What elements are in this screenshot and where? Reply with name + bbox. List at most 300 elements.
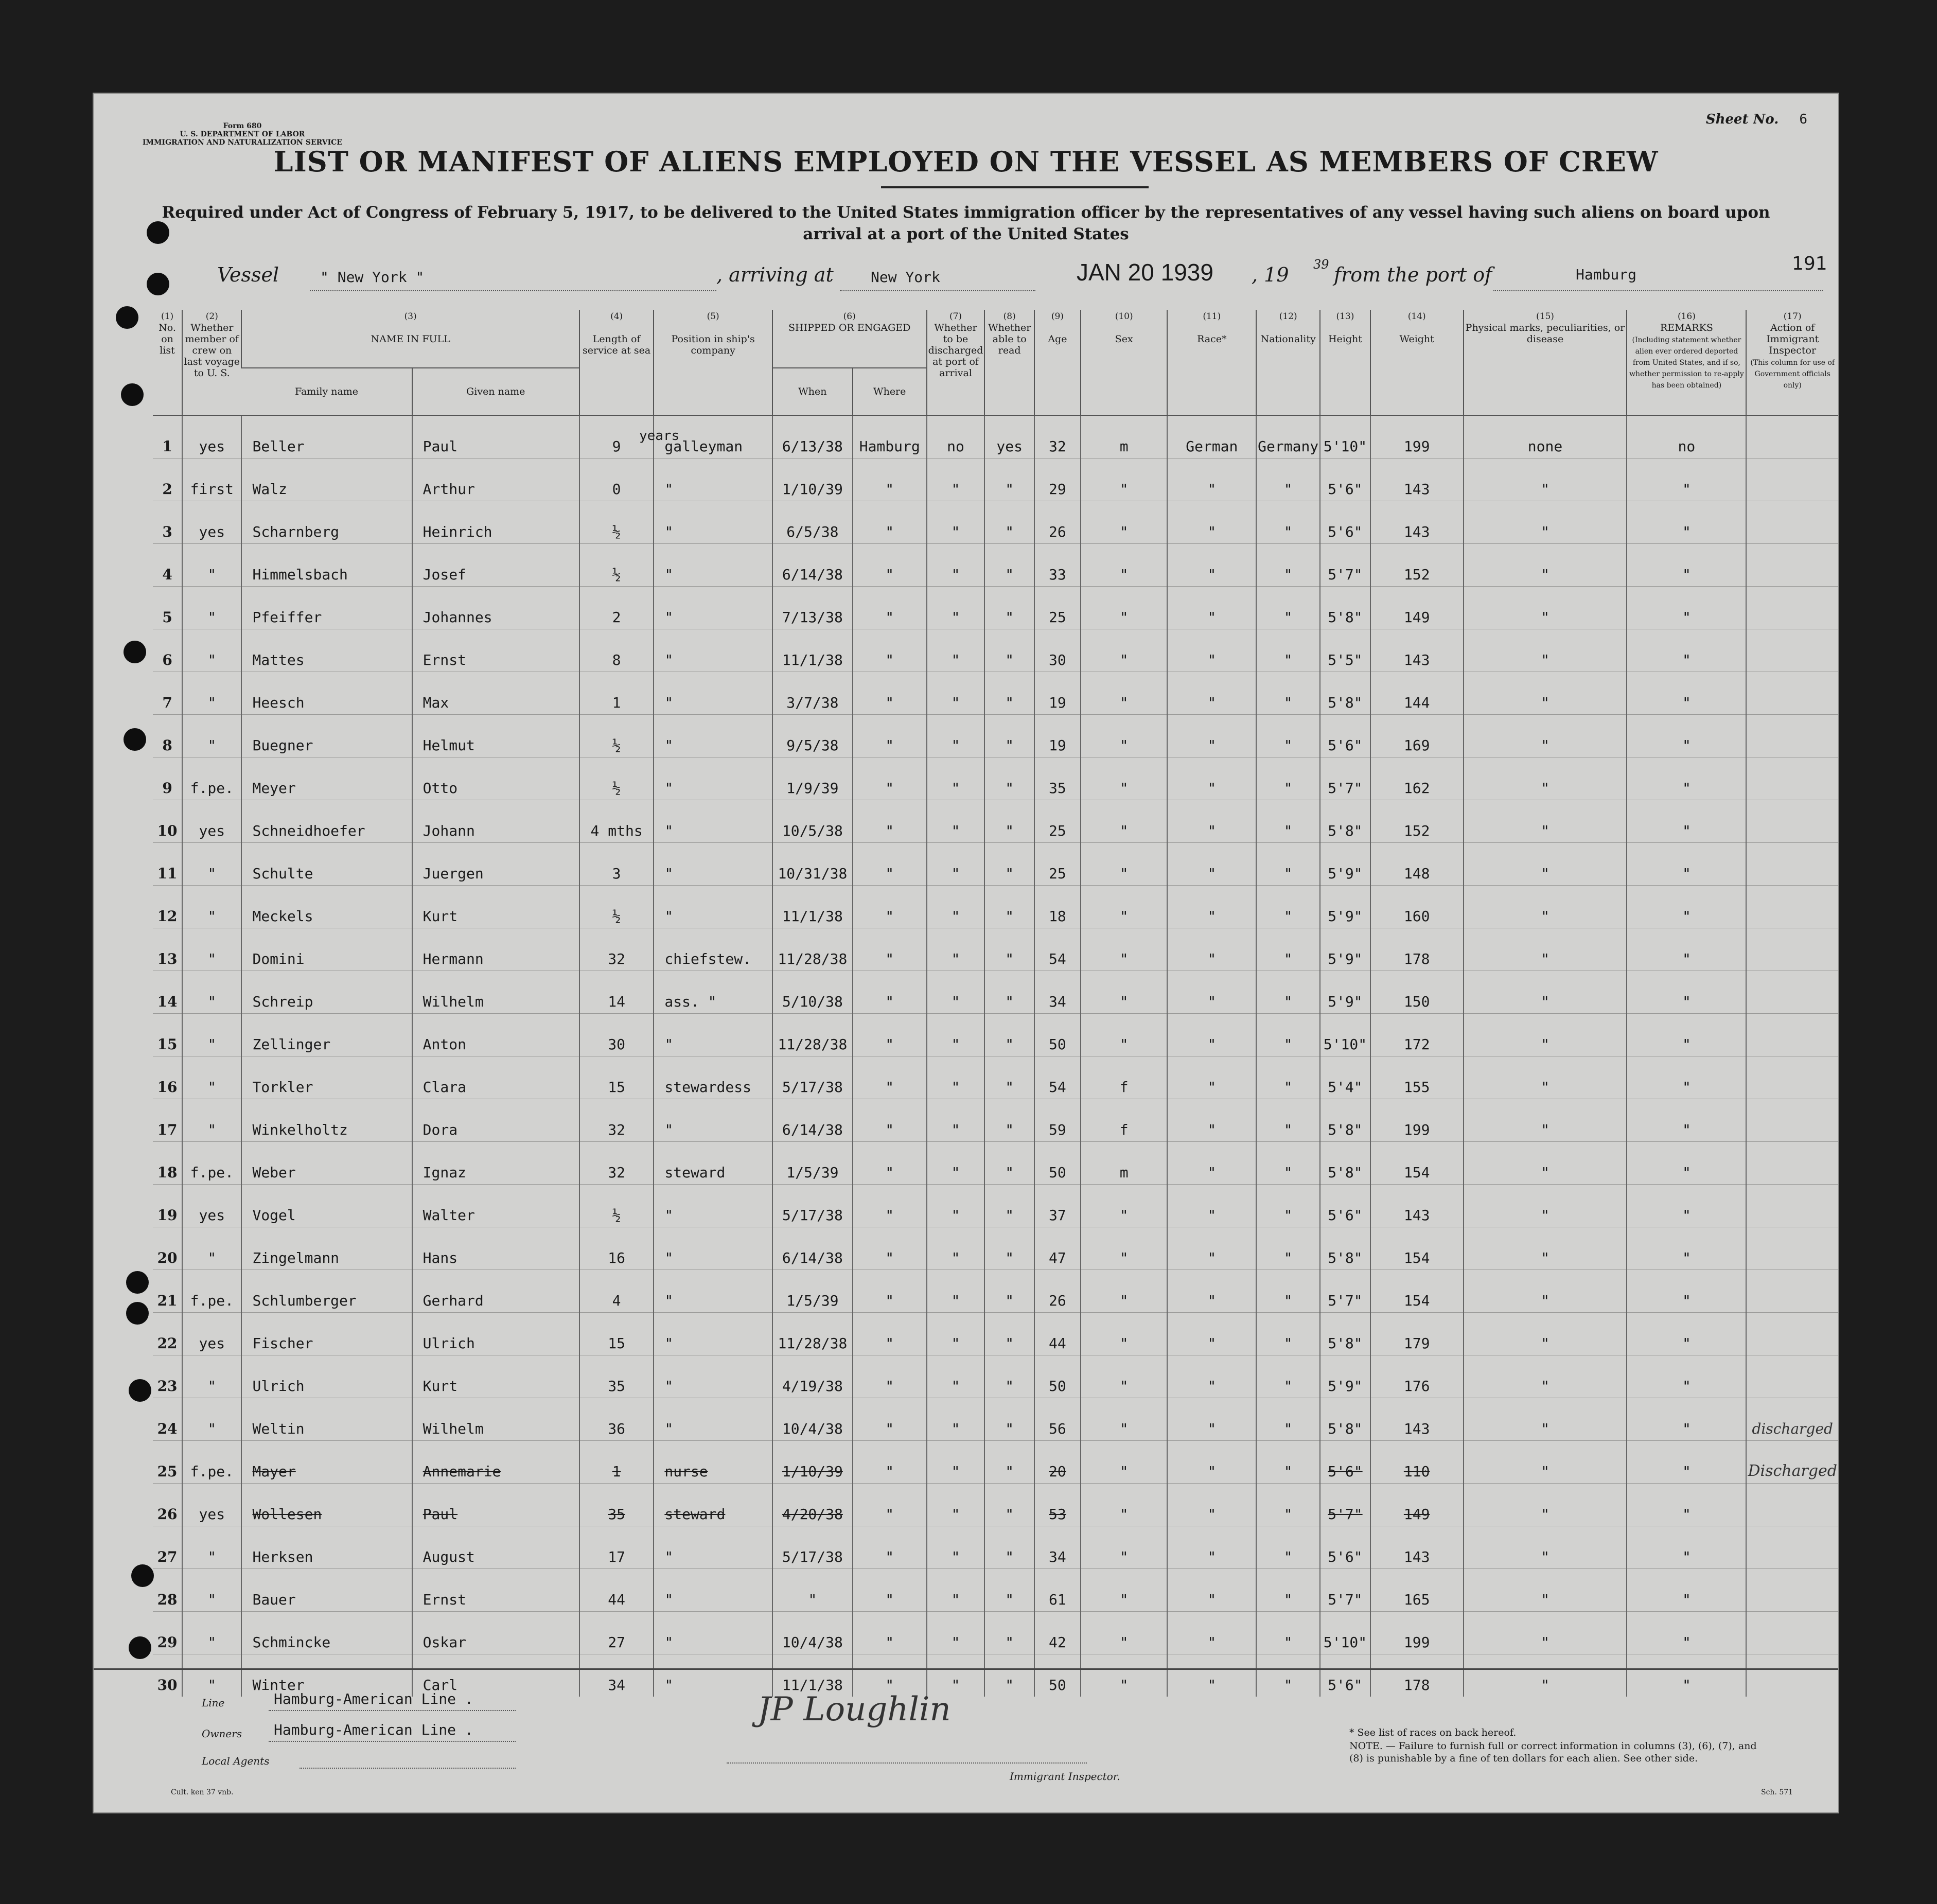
race: " [1167,715,1256,757]
remarks: " [1627,1185,1746,1227]
race: " [1167,1612,1256,1654]
row-number: 27 [153,1526,182,1569]
shipped-when: 1/5/39 [772,1142,853,1185]
age: 37 [1034,1185,1081,1227]
inspector-action [1746,757,1838,800]
race: " [1167,544,1256,587]
table-row [153,587,1838,629]
table-row [153,501,1838,544]
last-voyage: yes [182,1185,241,1227]
shipped-when: 1/9/39 [772,757,853,800]
row-number: 2 [153,459,182,501]
able-to-read: " [984,715,1034,757]
family-name: Weltin [241,1398,412,1441]
weight: 165 [1370,1569,1464,1612]
sex: " [1081,886,1168,928]
sex: " [1081,1355,1168,1398]
height: 5'8" [1320,800,1370,843]
length-of-service: ½ [579,886,654,928]
nationality: Germany [1256,415,1320,459]
length-of-service: ½ [579,544,654,587]
table-header [153,310,1838,415]
given-name: Paul [412,415,579,459]
to-be-discharged: " [927,1355,985,1398]
row-number: 11 [153,843,182,886]
height: 5'9" [1320,928,1370,971]
weight: 154 [1370,1270,1464,1313]
height: 5'7" [1320,757,1370,800]
height: 5'6" [1320,715,1370,757]
weight: 152 [1370,544,1464,587]
last-voyage: yes [182,800,241,843]
age: 19 [1034,672,1081,715]
position: " [654,886,772,928]
sex: " [1081,1185,1168,1227]
table-row [153,1142,1838,1185]
nationality: " [1256,501,1320,544]
length-of-service: 32 [579,1099,654,1142]
able-to-read: " [984,1355,1034,1398]
family-name: Schlumberger [241,1270,412,1313]
age: 34 [1034,971,1081,1014]
able-to-read: " [984,1612,1034,1654]
weight: 176 [1370,1355,1464,1398]
binder-hole [131,1564,154,1587]
able-to-read: " [984,1654,1034,1697]
table-row [153,800,1838,843]
sex: " [1081,672,1168,715]
position: " [654,1099,772,1142]
year-suffix: 39 [1313,257,1329,272]
manifest-footer [94,1668,1838,1814]
given-name: Kurt [412,1355,579,1398]
sex: " [1081,587,1168,629]
position: " [654,1654,772,1697]
inspector-action [1746,587,1838,629]
inspector-action [1746,1569,1838,1612]
age: 26 [1034,501,1081,544]
sex: " [1081,1014,1168,1056]
length-of-service: 1 [579,672,654,715]
row-number: 4 [153,544,182,587]
race: " [1167,672,1256,715]
last-voyage: yes [182,501,241,544]
sex: " [1081,1270,1168,1313]
family-name: Mattes [241,629,412,672]
col-1-header: No. on list [159,322,176,356]
inspector-action [1746,1484,1838,1526]
col-17-number: (17) [1783,311,1802,322]
physical-marks: " [1464,1185,1627,1227]
nationality: " [1256,629,1320,672]
physical-marks: " [1464,1313,1627,1355]
family-name: Weber [241,1142,412,1185]
race: " [1167,501,1256,544]
age: 34 [1034,1526,1081,1569]
nationality: " [1256,544,1320,587]
row-number: 16 [153,1056,182,1099]
weight: 178 [1370,928,1464,971]
family-name: Domini [241,928,412,971]
given-name: Walter [412,1185,579,1227]
shipped-when: 5/17/38 [772,1056,853,1099]
remarks: " [1627,715,1746,757]
given-name: Annemarie [412,1441,579,1484]
row-number: 8 [153,715,182,757]
given-name: Gerhard [412,1270,579,1313]
col-6-number: (6) [843,311,856,322]
race: " [1167,1056,1256,1099]
table-row [153,1270,1838,1313]
line-label: Line [202,1697,225,1709]
col-13-header: Height [1328,333,1362,345]
height: 5'6" [1320,459,1370,501]
height: 5'10" [1320,1612,1370,1654]
race: " [1167,1185,1256,1227]
to-be-discharged: " [927,459,985,501]
inspector-action [1746,1526,1838,1569]
remarks: " [1627,928,1746,971]
col-2-header: Whether member of crew on last voyage to U. S. [184,322,240,379]
to-be-discharged: " [927,715,985,757]
nationality: " [1256,1526,1320,1569]
binder-hole [147,273,169,295]
family-name: Winkelholtz [241,1099,412,1142]
sex: m [1081,1142,1168,1185]
row-number: 7 [153,672,182,715]
inspector-action [1746,1014,1838,1056]
given-name: August [412,1526,579,1569]
able-to-read: " [984,800,1034,843]
inspector-action [1746,971,1838,1014]
length-of-service: 16 [579,1227,654,1270]
to-be-discharged: " [927,587,985,629]
able-to-read: " [984,1484,1034,1526]
physical-marks: " [1464,1441,1627,1484]
row-number: 5 [153,587,182,629]
row-number: 20 [153,1227,182,1270]
given-name: Dora [412,1099,579,1142]
col-6b-header: Where [853,368,927,415]
age: 53 [1034,1484,1081,1526]
weight: 179 [1370,1313,1464,1355]
row-number: 6 [153,629,182,672]
weight: 149 [1370,1484,1464,1526]
physical-marks: " [1464,800,1627,843]
nationality: " [1256,1355,1320,1398]
col-16-note: (Including statement whether alien ever ordered deported from United States, and if so, whether permission to re-apply has been obtained) [1629,336,1744,390]
position: " [654,459,772,501]
shipped-where: " [853,1056,927,1099]
sex: " [1081,1654,1168,1697]
row-number: 13 [153,928,182,971]
shipped-when: 9/5/38 [772,715,853,757]
physical-marks: none [1464,415,1627,459]
last-voyage: " [182,1612,241,1654]
height: 5'7" [1320,544,1370,587]
last-voyage: f.pe. [182,1270,241,1313]
position: galleyman [654,415,772,459]
sheet-number [1706,112,1807,127]
position: " [654,1014,772,1056]
col-5-header: Position in ship's company [671,333,755,356]
position: " [654,1569,772,1612]
to-be-discharged: " [927,1654,985,1697]
weight: 155 [1370,1056,1464,1099]
remarks: " [1627,1441,1746,1484]
inspector-label: Immigrant Inspector. [1010,1770,1120,1783]
last-voyage: first [182,459,241,501]
service-name: IMMIGRATION AND NATURALIZATION SERVICE [143,138,342,147]
family-name: Pfeiffer [241,587,412,629]
sex: " [1081,843,1168,886]
able-to-read: " [984,1270,1034,1313]
length-of-service: ½ [579,1185,654,1227]
inspector-action [1746,501,1838,544]
nationality: " [1256,757,1320,800]
able-to-read: " [984,1441,1034,1484]
shipped-when: 11/1/38 [772,886,853,928]
position: " [654,1526,772,1569]
race: " [1167,886,1256,928]
sex: " [1081,715,1168,757]
weight: 152 [1370,800,1464,843]
inspector-action [1746,629,1838,672]
shipped-where: " [853,1484,927,1526]
shipped-when: 6/5/38 [772,501,853,544]
height: 5'6" [1320,501,1370,544]
height: 5'6" [1320,1654,1370,1697]
shipped-when: 5/17/38 [772,1185,853,1227]
age: 30 [1034,629,1081,672]
given-name: Hermann [412,928,579,971]
last-voyage: " [182,544,241,587]
given-name: Johann [412,800,579,843]
row-number: 24 [153,1398,182,1441]
length-of-service: 27 [579,1612,654,1654]
height: 5'9" [1320,971,1370,1014]
binder-hole [147,221,169,244]
row-number: 28 [153,1569,182,1612]
position: " [654,1227,772,1270]
shipped-where: " [853,1355,927,1398]
physical-marks: " [1464,501,1627,544]
table-row [153,459,1838,501]
last-voyage: " [182,886,241,928]
remarks: " [1627,501,1746,544]
to-be-discharged: " [927,1227,985,1270]
to-be-discharged: " [927,629,985,672]
physical-marks: " [1464,886,1627,928]
able-to-read: " [984,459,1034,501]
remarks: " [1627,629,1746,672]
to-be-discharged: no [927,415,985,459]
sex: " [1081,1569,1168,1612]
shipped-where: " [853,886,927,928]
able-to-read: " [984,886,1034,928]
weight: 150 [1370,971,1464,1014]
physical-marks: " [1464,1612,1627,1654]
race: " [1167,1099,1256,1142]
remarks: " [1627,1056,1746,1099]
length-of-service: 34 [579,1654,654,1697]
age: 47 [1034,1227,1081,1270]
weight: 143 [1370,459,1464,501]
inspector-action [1746,544,1838,587]
shipped-when: 11/28/38 [772,1313,853,1355]
family-name: Wollesen [241,1484,412,1526]
physical-marks: " [1464,672,1627,715]
table-row [153,672,1838,715]
department-name: U. S. DEPARTMENT OF LABOR [180,130,305,138]
inspector-action [1746,459,1838,501]
given-name: Helmut [412,715,579,757]
physical-marks: " [1464,1355,1627,1398]
length-of-service: 3 [579,843,654,886]
to-be-discharged: " [927,1099,985,1142]
remarks: " [1627,1270,1746,1313]
family-name: Zingelmann [241,1227,412,1270]
position: " [654,629,772,672]
vessel-label: Vessel [217,263,279,286]
table-row [153,1099,1838,1142]
age: 25 [1034,843,1081,886]
shipped-where: " [853,800,927,843]
col-17-header: Action of Immigrant Inspector [1766,322,1819,356]
col-9-number: (9) [1051,311,1064,322]
to-be-discharged: " [927,886,985,928]
position: ass. " [654,971,772,1014]
race: " [1167,1355,1256,1398]
length-of-service: 17 [579,1526,654,1569]
to-be-discharged: " [927,1014,985,1056]
physical-marks: " [1464,587,1627,629]
age: 26 [1034,1270,1081,1313]
last-voyage: " [182,629,241,672]
able-to-read: " [984,1398,1034,1441]
arriving-label: , arriving at [716,263,834,286]
inspector-action: discharged [1746,1398,1838,1441]
physical-marks: " [1464,1227,1627,1270]
nationality: " [1256,886,1320,928]
sex: " [1081,800,1168,843]
family-name: Meckels [241,886,412,928]
age: 29 [1034,459,1081,501]
col-10-header: Sex [1115,333,1133,345]
weight: 143 [1370,1398,1464,1441]
remarks: " [1627,1612,1746,1654]
inspector-action [1746,1185,1838,1227]
last-voyage: f.pe. [182,1142,241,1185]
sex: " [1081,928,1168,971]
table-row [153,715,1838,757]
form-header [143,122,342,147]
weight: 178 [1370,1654,1464,1697]
position: " [654,800,772,843]
family-name: Herksen [241,1526,412,1569]
sex: " [1081,1526,1168,1569]
physical-marks: " [1464,1014,1627,1056]
height: 5'8" [1320,1313,1370,1355]
shipped-when: 1/5/39 [772,1270,853,1313]
inspector-action [1746,672,1838,715]
table-row [153,1526,1838,1569]
shipped-when: 6/14/38 [772,544,853,587]
row-number: 25 [153,1441,182,1484]
remarks: " [1627,1484,1746,1526]
col-15-header: Physical marks, peculiarities, or disease [1465,322,1625,345]
from-port-dotline [1493,290,1823,291]
given-name: Carl [412,1654,579,1697]
remarks: " [1627,459,1746,501]
vessel-name: " New York " [320,269,425,286]
age: 20 [1034,1441,1081,1484]
last-voyage: " [182,1569,241,1612]
to-be-discharged: " [927,843,985,886]
shipped-where: " [853,1654,927,1697]
col-4-number: (4) [610,311,623,322]
physical-marks: " [1464,928,1627,971]
able-to-read: " [984,928,1034,971]
weight: 143 [1370,1185,1464,1227]
signature-dotline [727,1762,1087,1764]
col-15-number: (15) [1536,311,1554,322]
race: " [1167,1398,1256,1441]
race: " [1167,459,1256,501]
remarks: " [1627,757,1746,800]
last-voyage: " [182,1355,241,1398]
nationality: " [1256,715,1320,757]
position: stewardess [654,1056,772,1099]
able-to-read: " [984,1227,1034,1270]
last-voyage: " [182,843,241,886]
table-row [153,928,1838,971]
weight: 110 [1370,1441,1464,1484]
family-name: Ulrich [241,1355,412,1398]
last-voyage: " [182,971,241,1014]
length-of-service: 35 [579,1355,654,1398]
able-to-read: " [984,1142,1034,1185]
crew-rows [153,415,1838,1697]
year-prefix: , 19 [1252,263,1289,286]
race: " [1167,971,1256,1014]
age: 32 [1034,415,1081,459]
length-of-service: 32 [579,1142,654,1185]
table-row [153,1313,1838,1355]
col-17-note: (This column for use of Government officials only) [1750,359,1835,390]
to-be-discharged: " [927,1313,985,1355]
line-dotline [269,1710,516,1711]
table-row [153,971,1838,1014]
inspector-action [1746,1612,1838,1654]
table-row [153,1056,1838,1099]
to-be-discharged: " [927,971,985,1014]
given-name: Ulrich [412,1313,579,1355]
physical-marks: " [1464,1142,1627,1185]
col-5-number: (5) [707,311,719,322]
position: " [654,1270,772,1313]
sheet-number-value: 6 [1799,112,1807,127]
inspector-action [1746,415,1838,459]
age: 19 [1034,715,1081,757]
position: nurse [654,1441,772,1484]
owners-value: Hamburg-American Line . [274,1721,473,1738]
age: 59 [1034,1099,1081,1142]
sex: " [1081,1313,1168,1355]
col-14-number: (14) [1407,311,1426,322]
title-rule [881,186,1149,188]
manifest-sheet [93,93,1839,1813]
